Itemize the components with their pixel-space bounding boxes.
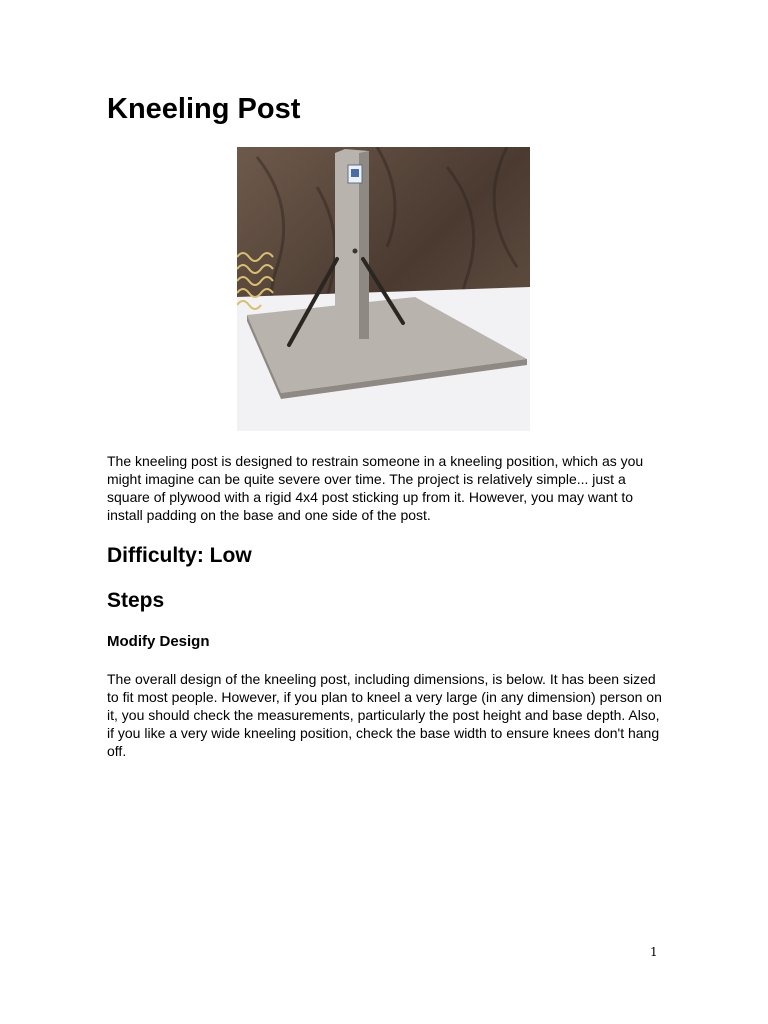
intro-paragraph: The kneeling post is designed to restrain someone in a kneeling position, which as you might imagine can be quite severe over time. The project is relatively simple... just a square of plywood with a rigid 4x4 post sticking up from it. However, you may want to install padding on the base and one side of the post.	[107, 453, 644, 523]
post-label-mark	[351, 169, 359, 177]
page-title: Kneeling Post	[107, 93, 301, 125]
steps-heading: Steps	[107, 589, 165, 612]
kneeling-post-illustration	[237, 147, 530, 431]
bolt	[353, 249, 358, 254]
page-number: 1	[650, 945, 658, 959]
kneeling-post-photo	[237, 147, 530, 431]
step-paragraph-modify-design: The overall design of the kneeling post, including dimensions, is below. It has been sized to fit most people. However, if you plan to kneel a very large (in any dimension) person on it, you should check the measurements, particularly the post height and base depth. Also, if you like a very wide kneeling position, check the base width to ensure knees don't hang off.	[107, 671, 662, 759]
difficulty-heading: Difficulty: Low	[107, 544, 252, 567]
step-heading-modify-design: Modify Design	[107, 633, 210, 650]
